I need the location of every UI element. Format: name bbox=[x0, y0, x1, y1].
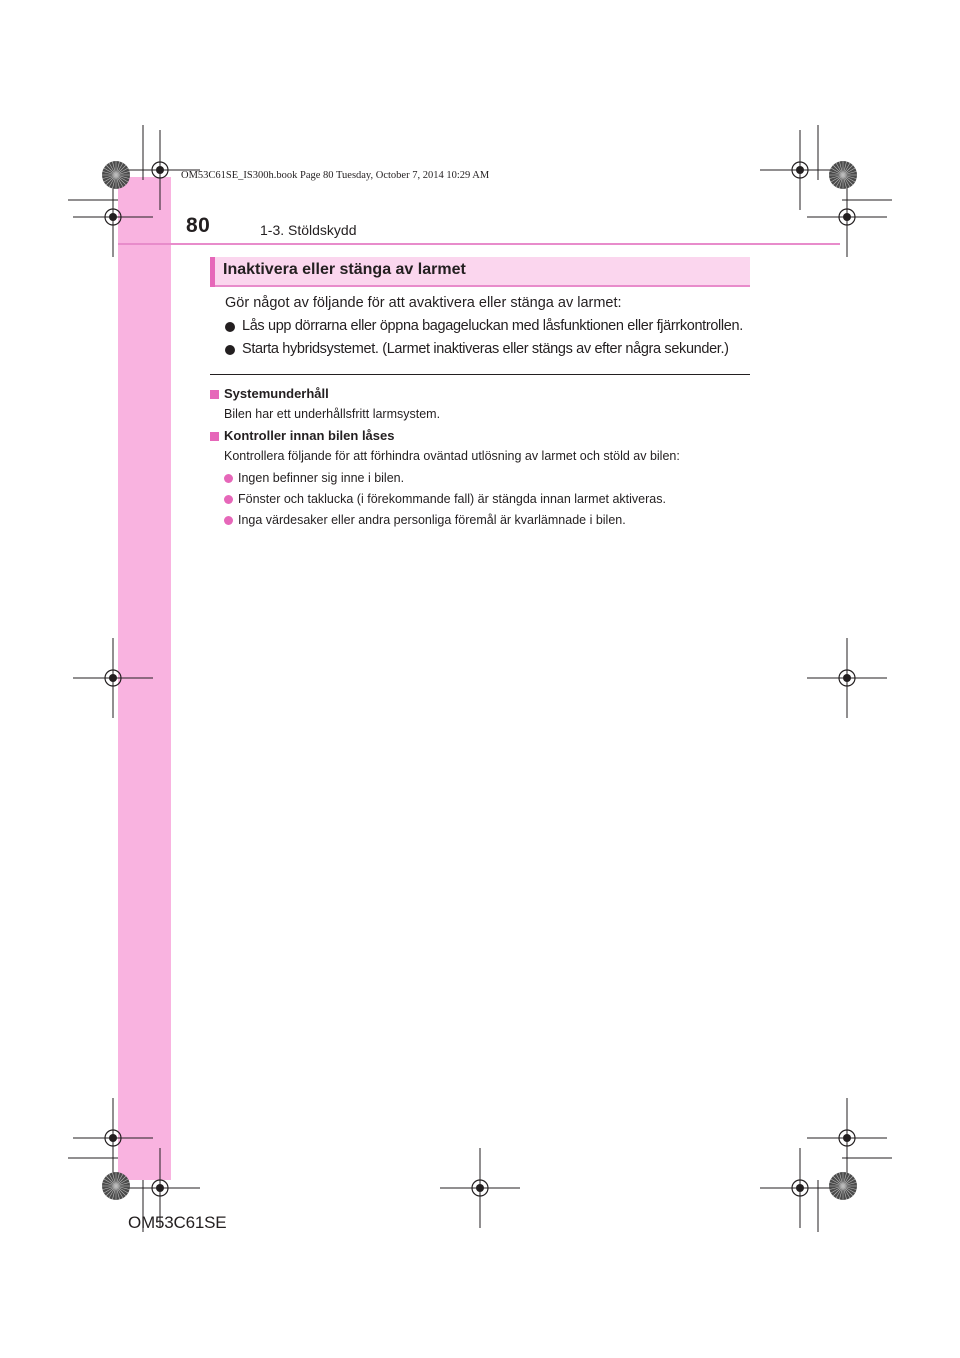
registration-mark bbox=[120, 130, 200, 210]
list-item-text: Fönster och taklucka (i förekommande fall) är stängda innan larmet aktiveras. bbox=[238, 492, 666, 506]
list-item-text: Ingen befinner sig inne i bilen. bbox=[238, 471, 405, 485]
page-number: 80 bbox=[186, 214, 211, 237]
rosette-mark bbox=[102, 161, 130, 189]
list-item-text: Inga värdesaker eller andra personliga föremål är kvarlämnade i bilen. bbox=[238, 513, 626, 527]
list-item-text: Starta hybridsystemet. (Larmet inaktiveras eller stängs av efter några sekunder.) bbox=[242, 341, 729, 357]
crop-lines bbox=[68, 125, 892, 1232]
registration-mark bbox=[807, 1098, 887, 1178]
rosette-mark bbox=[829, 1172, 857, 1200]
note-body: Kontrollera följande för att förhindra oväntad utlösning av larmet och stöld av bilen: bbox=[224, 449, 680, 463]
color-rosettes bbox=[102, 161, 857, 1200]
registration-mark bbox=[73, 638, 153, 718]
rosette-mark bbox=[829, 161, 857, 189]
chapter-title: 1-3. Stöldskydd bbox=[260, 222, 357, 238]
registration-mark bbox=[760, 1148, 840, 1228]
registration-mark bbox=[807, 177, 887, 257]
registration-mark bbox=[760, 130, 840, 210]
registration-mark bbox=[73, 177, 153, 257]
footer-code: OM53C61SE bbox=[128, 1213, 227, 1232]
registration-mark bbox=[120, 1148, 200, 1228]
note-heading-text: Systemunderhåll bbox=[224, 386, 329, 401]
book-meta-text: OM53C61SE_IS300h.book Page 80 Tuesday, October 7, 2014 10:29 AM bbox=[181, 170, 490, 181]
note-heading-text: Kontroller innan bilen låses bbox=[224, 428, 395, 443]
registration-mark bbox=[807, 638, 887, 718]
intro-text: Gör något av följande för att avaktivera eller stänga av larmet: bbox=[225, 295, 622, 311]
registration-mark bbox=[440, 1148, 520, 1228]
list-item-text: Lås upp dörrarna eller öppna bagageluckan med låsfunktionen eller fjärrkontrollen. bbox=[242, 318, 743, 334]
rosette-mark bbox=[102, 1172, 130, 1200]
registration-mark bbox=[73, 1098, 153, 1178]
section-heading: Inaktivera eller stänga av larmet bbox=[223, 261, 466, 278]
registration-marks bbox=[73, 130, 887, 1228]
note-body: Bilen har ett underhållsfritt larmsystem. bbox=[224, 407, 441, 421]
